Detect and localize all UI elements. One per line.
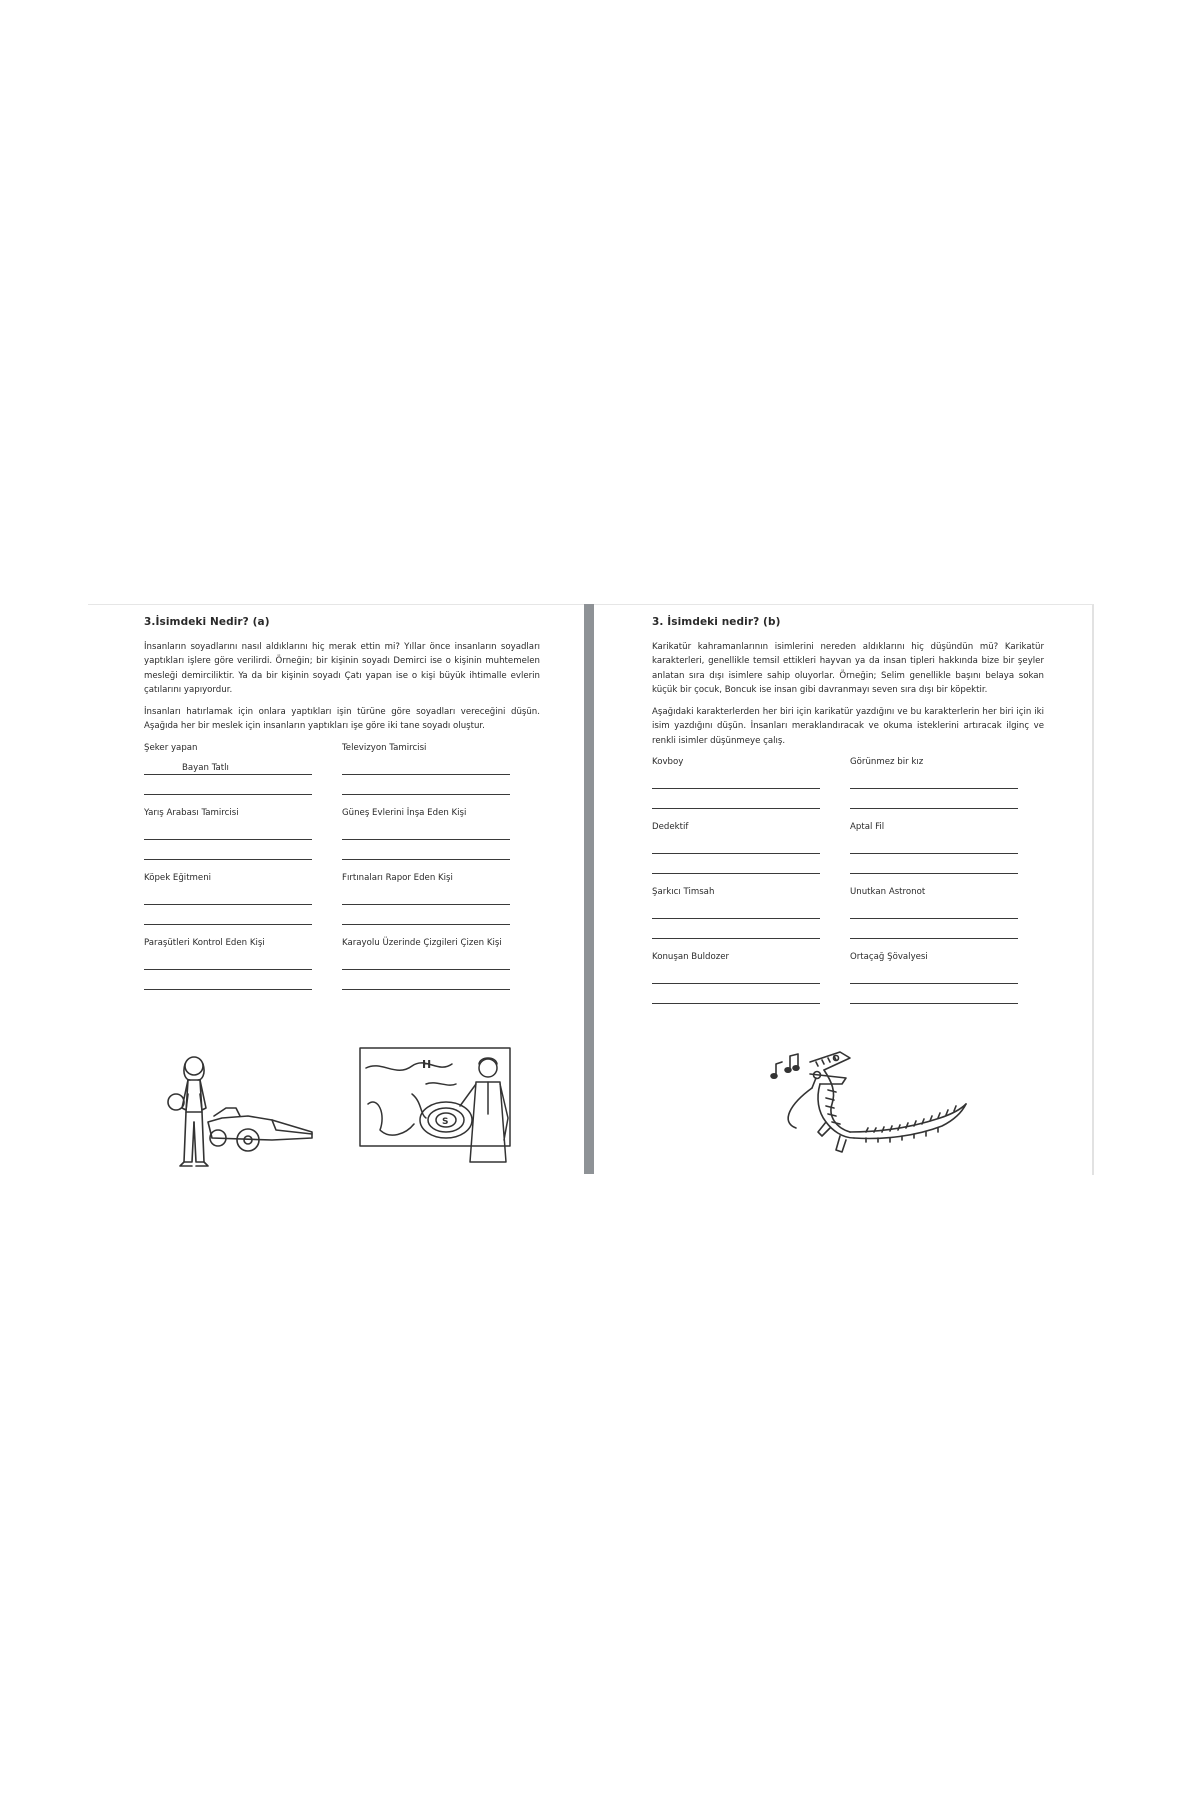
answer-line[interactable] xyxy=(652,769,820,789)
field-label: Paraşütleri Kontrol Eden Kişi xyxy=(144,937,265,948)
answer-line[interactable] xyxy=(652,789,820,809)
answer-line[interactable] xyxy=(144,970,312,990)
answer-line[interactable] xyxy=(144,840,312,860)
field-label: Yarış Arabası Tamircisi xyxy=(144,807,239,818)
answer-line[interactable] xyxy=(342,820,510,840)
page-a-title: 3.İsimdeki Nedir? (a) xyxy=(144,616,270,628)
answer-line[interactable] xyxy=(850,984,1018,1004)
answer-line[interactable] xyxy=(144,885,312,905)
field-label: Dedektif xyxy=(652,822,689,833)
singing-crocodile-illustration xyxy=(770,1048,970,1158)
page-divider xyxy=(584,604,594,1174)
answer-field-candy-maker xyxy=(144,742,312,795)
answer-field-road-line-painter xyxy=(342,937,510,990)
answer-field-race-car-mechanic xyxy=(144,807,312,860)
page-b-paragraph-2: Aşağıdaki karakterlerden her biri için karikatür yazdığını ve bu karakterlerin her biri için iki isim yazdığını düşün. İnsanları meraklandıracak ve okuma isteklerini artıracak ilginç ve renkli isimler düşünmeye çalış. xyxy=(652,707,1044,746)
answer-line[interactable] xyxy=(850,834,1018,854)
answer-field-solar-house-builder xyxy=(342,807,510,860)
field-label: Görünmez bir kız xyxy=(850,757,924,768)
field-label: Ortaçağ Şövalyesi xyxy=(850,952,928,963)
race-car-driver-illustration xyxy=(152,1050,322,1170)
music-note-icon xyxy=(771,1054,799,1078)
answer-line[interactable] xyxy=(850,919,1018,939)
answer-line[interactable] xyxy=(652,854,820,874)
field-label: Karayolu Üzerinde Çizgileri Çizen Kişi xyxy=(342,937,502,948)
answer-line[interactable] xyxy=(342,950,510,970)
answer-line[interactable] xyxy=(144,755,312,775)
answer-field-cowboy xyxy=(652,756,820,809)
field-label: Köpek Eğitmeni xyxy=(144,872,212,883)
answer-field-dog-trainer xyxy=(144,872,312,925)
answer-line[interactable] xyxy=(342,840,510,860)
field-label: Konuşan Buldozer xyxy=(652,952,730,963)
answer-line[interactable] xyxy=(342,775,510,795)
answer-line[interactable] xyxy=(850,964,1018,984)
answer-line[interactable] xyxy=(850,854,1018,874)
page-b-answer-grid xyxy=(652,756,1044,1004)
weather-reporter-illustration xyxy=(356,1044,516,1164)
field-label: Fırtınaları Rapor Eden Kişi xyxy=(342,872,453,883)
example-answer: Bayan Tatlı xyxy=(182,762,229,773)
answer-line[interactable] xyxy=(342,755,510,775)
page-b-paragraph-1: Karikatür kahramanlarının isimlerini nereden aldıklarını hiç düşündün mü? Karikatür karakterleri, genellikle temsil ettikleri hayvan ya da insan tipleri hakkında bize bir şeyler anlatan sıra dışı isimlere sahip oluyorlar. Örneğin; Selim genellikle başını belaya sokan küçük bir çocuk, Boncuk ise insan gibi davranmayı seven sıra dışı bir köpektir. xyxy=(652,642,1044,695)
answer-field-invisible-girl xyxy=(850,756,1018,809)
answer-field-parachute-inspector xyxy=(144,937,312,990)
field-label: Kovboy xyxy=(652,757,684,768)
answer-line[interactable] xyxy=(850,769,1018,789)
answer-line[interactable] xyxy=(144,905,312,925)
answer-line[interactable] xyxy=(850,899,1018,919)
answer-field-silly-elephant xyxy=(850,821,1018,874)
answer-line[interactable] xyxy=(652,834,820,854)
field-label: Unutkan Astronot xyxy=(850,887,926,898)
weather-map-high-label: H xyxy=(422,1058,432,1071)
answer-line[interactable] xyxy=(144,775,312,795)
answer-line[interactable] xyxy=(144,950,312,970)
field-label: Şarkıcı Timsah xyxy=(652,887,715,898)
answer-field-medieval-knight xyxy=(850,951,1018,1004)
answer-line[interactable] xyxy=(652,899,820,919)
answer-field-detective xyxy=(652,821,820,874)
page-a-paragraph-1: İnsanların soyadlarını nasıl aldıklarını hiç merak ettin mi? Yıllar önce insanların soyadları yaptıkları işlere göre verilirdi. Örneğin; bir kişinin soyadı Demirci ise o kişinin muhtemelen mesleği demircilikti̇r. Ya da bir kişinin soyadı Çatı yapan ise o kişi büyük ihtimalle evlerin çatılarını yapıyordur. xyxy=(144,642,540,695)
field-label: Şeker yapan xyxy=(144,742,198,753)
weather-map-storm-label: S xyxy=(442,1117,449,1127)
answer-line[interactable] xyxy=(342,905,510,925)
answer-field-forgetful-astronaut xyxy=(850,886,1018,939)
answer-field-singing-crocodile xyxy=(652,886,820,939)
answer-line[interactable] xyxy=(144,820,312,840)
answer-field-talking-bulldozer xyxy=(652,951,820,1004)
answer-line[interactable] xyxy=(652,984,820,1004)
page-b-title: 3. İsimdeki nedir? (b) xyxy=(652,616,781,628)
answer-line[interactable] xyxy=(652,964,820,984)
field-label: Televizyon Tamircisi xyxy=(342,742,427,753)
answer-line[interactable] xyxy=(652,919,820,939)
page-a-answer-grid xyxy=(144,742,540,990)
page-a xyxy=(144,616,540,990)
answer-line[interactable] xyxy=(342,885,510,905)
answer-line[interactable] xyxy=(342,970,510,990)
answer-line[interactable] xyxy=(850,789,1018,809)
page-b xyxy=(652,616,1044,1004)
field-label: Güneş Evlerini İnşa Eden Kişi xyxy=(342,807,467,818)
page-a-paragraph-2: İnsanları hatırlamak için onlara yaptıkları işin türüne göre soyadları vereceğini düşün. Aşağıda her bir meslek için insanların yaptıkları işe göre iki tane soyadı oluştur. xyxy=(144,707,540,732)
field-label: Aptal Fil xyxy=(850,822,885,833)
answer-field-storm-reporter xyxy=(342,872,510,925)
answer-field-tv-repairer xyxy=(342,742,510,795)
